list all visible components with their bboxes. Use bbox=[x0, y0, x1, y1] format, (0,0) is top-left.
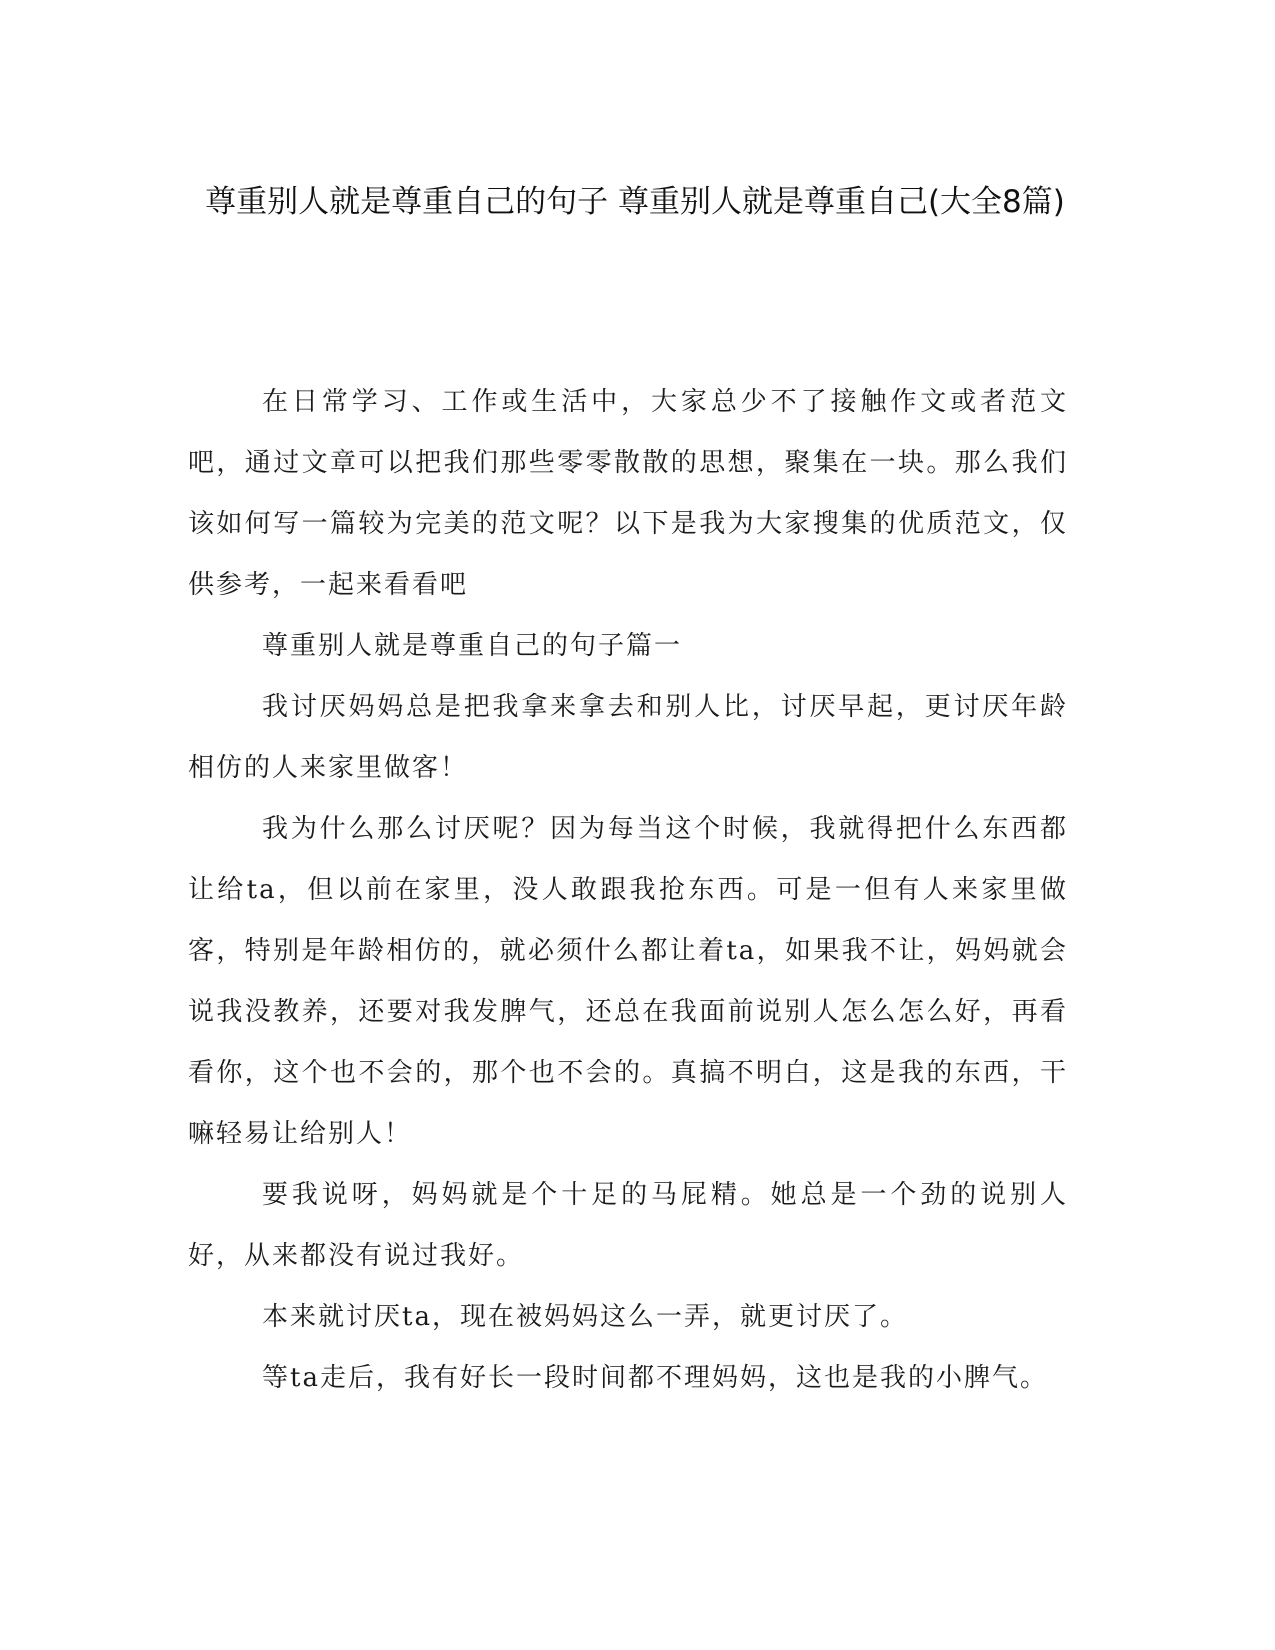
document-title: 尊重别人就是尊重自己的句子 尊重别人就是尊重自己(大全8篇) bbox=[205, 184, 1065, 220]
body-paragraph: 我讨厌妈妈总是把我拿来拿去和别人比，讨厌早起，更讨厌年龄相仿的人来家里做客！ bbox=[188, 692, 1068, 783]
body-paragraph: 我为什么那么讨厌呢？因为每当这个时候，我就得把什么东西都让给ta，但以前在家里，没人敢跟我抢东西。可是一但有人来家里做客，特别是年龄相仿的，就必须什么都让着ta，如果我不让，妈妈就会说我没教养，还要对我发脾气，还总在我面前说别人怎么怎么好，再看看你，这个也不会的，那个也不会的。真搞不明白，这是我的东西，干嘛轻易让给别人！ bbox=[188, 814, 1068, 1149]
document-body bbox=[188, 372, 1068, 1409]
section-heading: 尊重别人就是尊重自己的句子篇一 bbox=[262, 631, 683, 661]
body-paragraph: 本来就讨厌ta，现在被妈妈这么一弄，就更讨厌了。 bbox=[262, 1302, 908, 1332]
intro-paragraph: 在日常学习、工作或生活中，大家总少不了接触作文或者范文吧，通过文章可以把我们那些零零散散的思想，聚集在一块。那么我们该如何写一篇较为完美的范文呢？以下是我为大家搜集的优质范文，仅供参考，一起来看看吧 bbox=[188, 387, 1068, 600]
body-paragraph: 等ta走后，我有好长一段时间都不理妈妈，这也是我的小脾气。 bbox=[262, 1363, 1048, 1393]
body-paragraph: 要我说呀，妈妈就是个十足的马屁精。她总是一个劲的说别人好，从来都没有说过我好。 bbox=[188, 1180, 1068, 1271]
